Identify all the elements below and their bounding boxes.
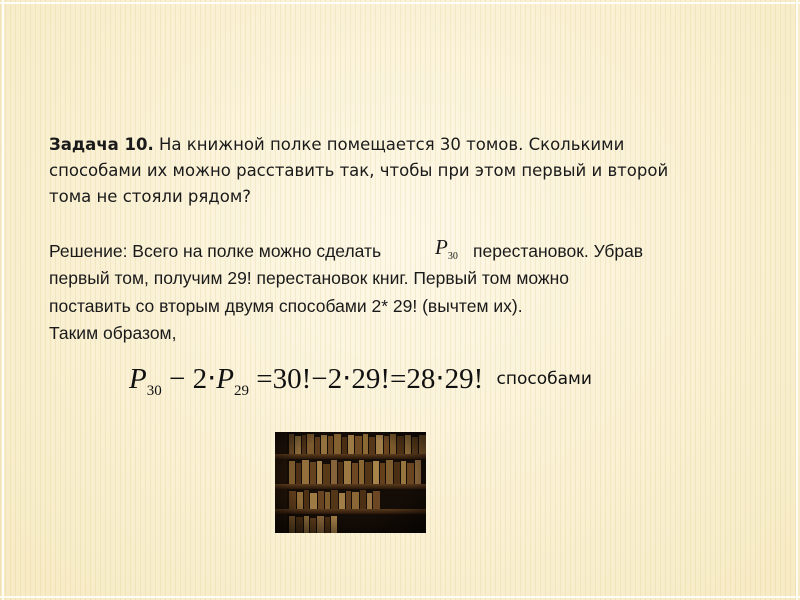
p30-letter: P: [435, 235, 448, 259]
formula-dot-2: ⋅: [342, 363, 352, 395]
solution-line-4: Таким образом,: [49, 323, 177, 343]
formula-sub-29: 29: [234, 382, 250, 399]
slide-border-top: [0, 2, 800, 4]
formula-two-b: 2: [327, 363, 343, 395]
formula-p-2: P: [216, 363, 235, 395]
slide-border-left: [2, 0, 4, 600]
formula-29-factorial-b: 29!: [444, 363, 484, 395]
task-text-1: На книжной полке помещается 30 томов. Сколькими: [153, 135, 625, 154]
formula-minus: −: [168, 363, 186, 395]
task-line-3: тома не стояли рядом?: [49, 187, 252, 206]
formula-dot-1: ⋅: [207, 363, 217, 395]
bookshelf-photo: [275, 432, 426, 533]
formula-29-factorial: 29!: [351, 363, 391, 395]
formula-28: 28: [406, 363, 436, 395]
task-line-2: способами их можно расставить так, чтобы при этом первый и второй: [49, 161, 669, 180]
formula-ways-word: способами: [496, 369, 592, 389]
bookshelf-image: [275, 432, 426, 533]
result-formula: [129, 361, 592, 400]
formula-sub-30: 30: [146, 382, 162, 399]
task-line-1: [49, 132, 749, 158]
formula-dot-3: ⋅: [435, 363, 445, 395]
formula-30-factorial: 30!: [272, 363, 312, 395]
formula-minus-2: −: [311, 363, 328, 395]
task-label: Задача 10.: [49, 135, 154, 154]
slide-border-right: [796, 0, 798, 600]
solution-line-2: первый том, получим 29! перестановок книг. Первый том можно: [49, 268, 569, 288]
formula-equals-1: =: [256, 363, 273, 395]
solution-line-3: поставить со вторым двумя способами 2* 29! (вычтем их).: [49, 296, 523, 316]
formula-two: 2: [192, 363, 208, 395]
formula-p: P: [129, 363, 147, 395]
solution-line-1-end: перестановок. Убрав: [473, 241, 644, 261]
p30-subscript: 30: [447, 251, 458, 263]
formula-equals-2: =: [390, 363, 407, 395]
solution-line-1: Решение: Всего на полке можно сделать: [49, 241, 382, 261]
slide-border-bottom: [0, 596, 800, 598]
task-statement: [49, 132, 749, 210]
